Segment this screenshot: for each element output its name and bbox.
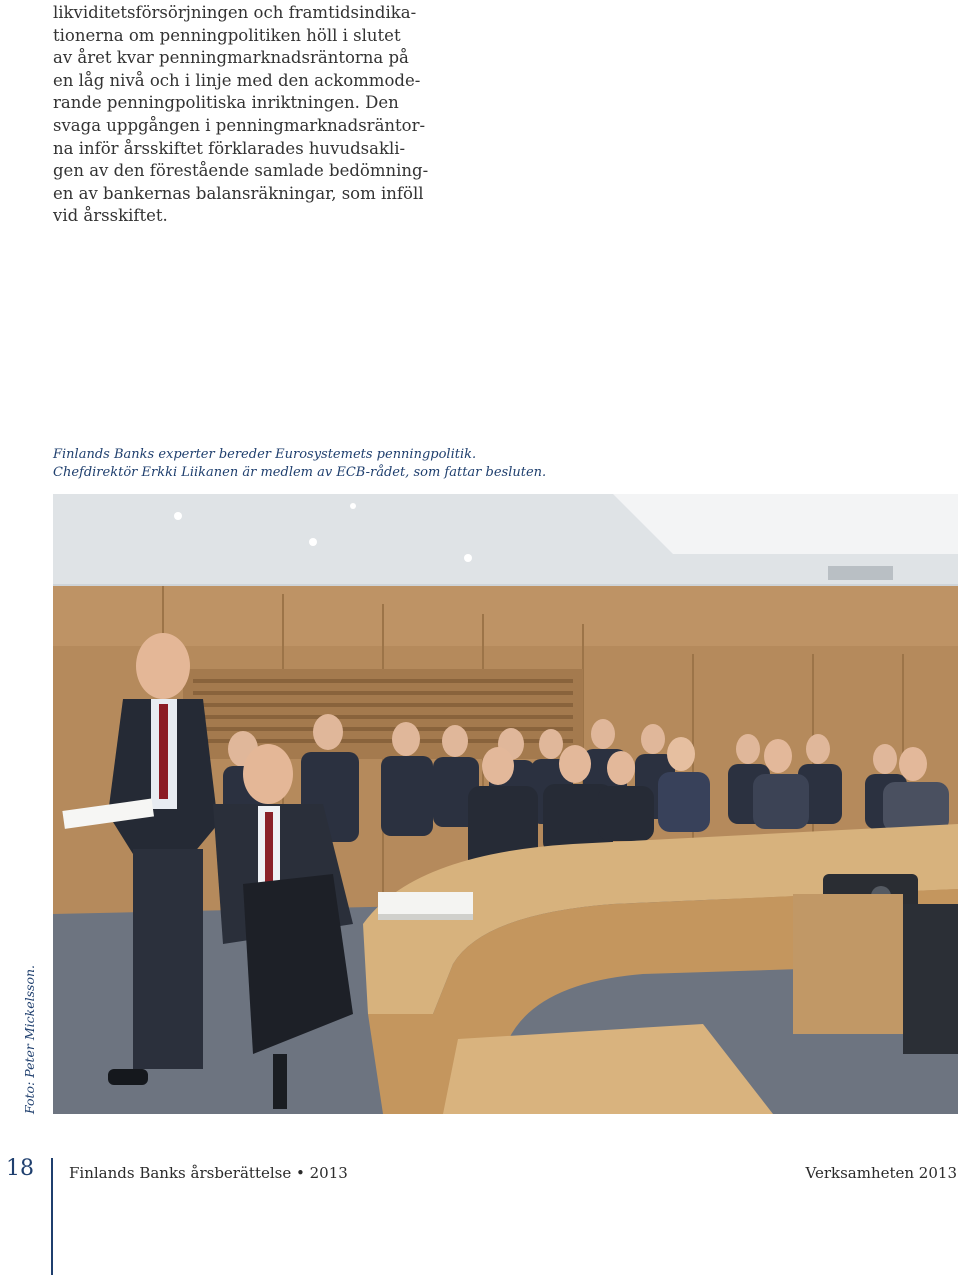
body-line: tionerna om penningpolitiken höll i slutet <box>53 25 401 45</box>
caption-line-1: Finlands Banks experter bereder Eurosystemets penningpolitik. <box>53 447 477 462</box>
body-line: gen av den förestående samlade bedömning- <box>53 161 429 181</box>
body-line: svaga uppgången i penningmarknadsräntor- <box>53 115 426 135</box>
caption-line-2: Chefdirektör Erkki Liikanen är medlem av ECB-rådet, som fattar besluten. <box>53 465 547 480</box>
meeting-room-photo <box>53 494 958 1114</box>
footer-divider <box>51 1158 53 1275</box>
body-line: en av bankernas balansräkningar, som inföll <box>53 183 424 203</box>
body-line: av året kvar penningmarknadsräntorna på <box>53 48 409 68</box>
body-line: vid årsskiftet. <box>53 206 168 226</box>
body-line: na inför årsskiftet förklarades huvudsakli- <box>53 138 406 158</box>
footer-publication: Finlands Banks årsberättelse • 2013 <box>69 1164 348 1182</box>
meeting-room-illustration <box>53 494 958 1114</box>
body-line: likviditetsförsörjningen och framtidsindika- <box>53 3 417 22</box>
footer-section: Verksamheten 2013 <box>805 1164 957 1182</box>
body-line: rande penningpolitiska inriktningen. Den <box>53 93 399 113</box>
page-number: 18 <box>6 1156 34 1181</box>
photo-credit: Foto: Peter Mickelsson. <box>22 964 37 1114</box>
photo-caption <box>53 446 933 482</box>
body-text <box>53 2 429 228</box>
body-line: en låg nivå och i linje med den ackommode- <box>53 70 421 90</box>
